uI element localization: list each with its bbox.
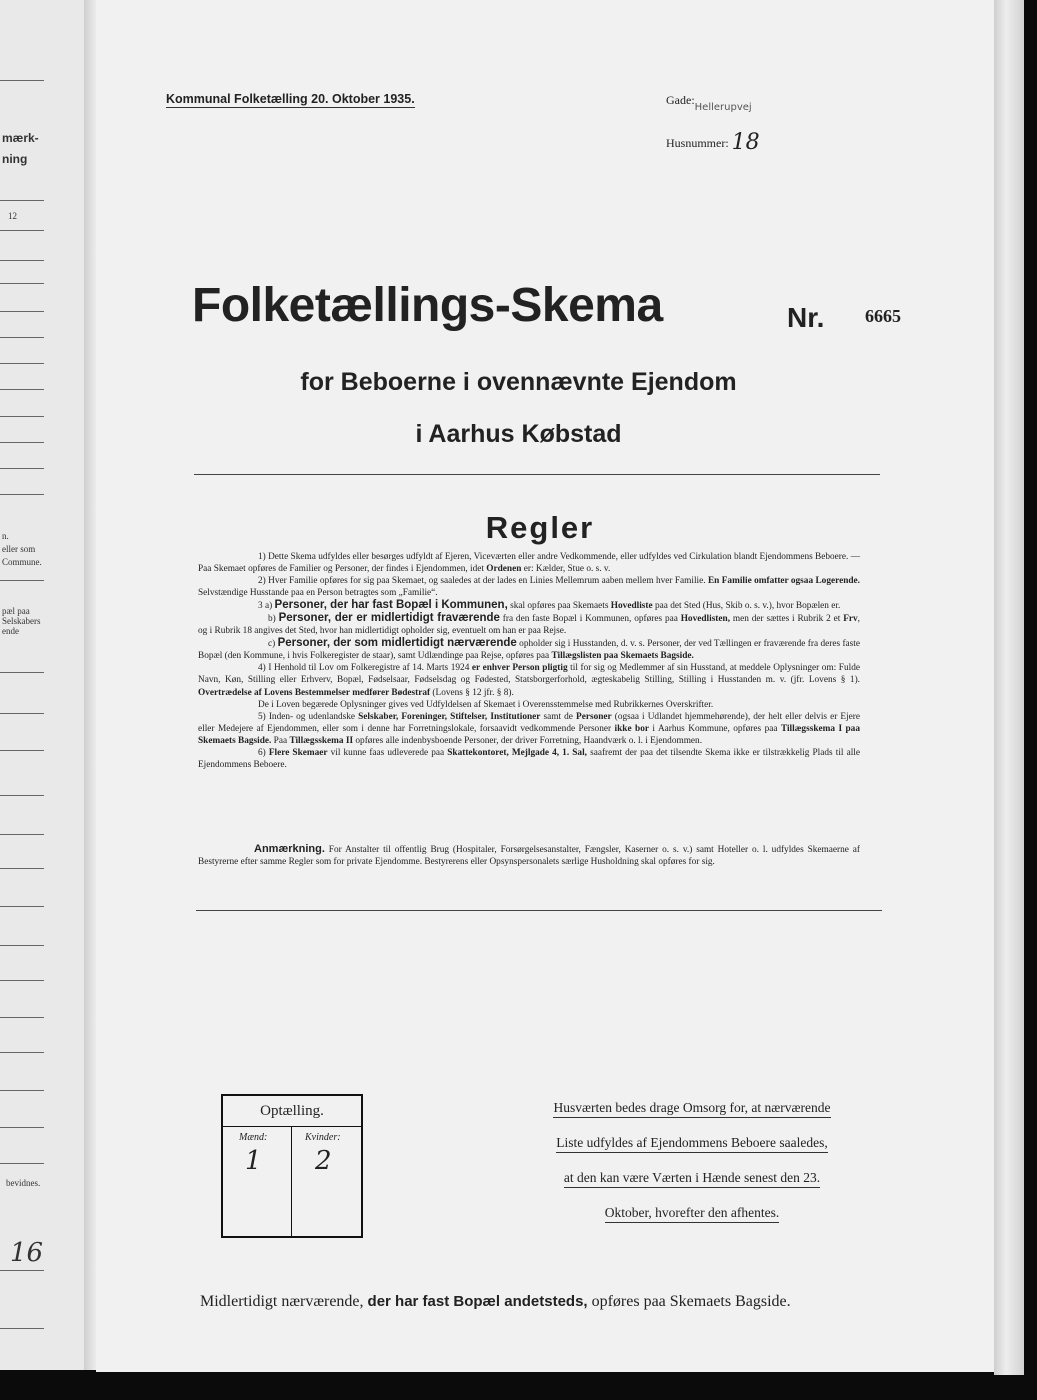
rule-4: 4) I Henhold til Lov om Folkeregistre af 14. Marts 1924 er enhver Person pligtig til for sig og Medlemmer af sin Husstand, at meddele Oplysninger om: Fulde Navn, Køn, Stilling eller Erhverv, Bopæl, Fødselsaar, Fødselsdag og Fødested, Statsborgerforhold, ægteskabelig Stilling, Stilling i Husstanden m. v. (jfr. Lovens § 1). Overtrædelse af Lovens Bestemmelser medfører Bødestraf (Lovens § 12 jfr. § 8). xyxy=(198,663,860,698)
margin-rule xyxy=(0,494,44,495)
margin-fragment: mærk- xyxy=(2,131,39,145)
rule-6: 6) Flere Skemaer vil kunne faas udleverede paa Skattekontoret, Mejlgade 4, 1. Sal, saafremt der paa det tilsendte Skema ikke er tilstrækkelig Plads til alle Ejendommens Beboere. xyxy=(198,747,860,770)
margin-rule xyxy=(0,713,44,714)
margin-rule xyxy=(0,416,44,417)
notice-line-1: Husværten bedes drage Omsorg for, at nærværende xyxy=(522,1100,862,1116)
house-number-label: Husnummer: xyxy=(666,136,729,150)
rules-heading: Regler xyxy=(485,510,595,545)
notice-line-4: Oktober, hvorefter den afhentes. xyxy=(522,1205,862,1221)
form-title: Folketællings-Skema xyxy=(192,279,663,332)
margin-rule xyxy=(0,311,44,312)
house-number-field xyxy=(666,128,760,153)
margin-fragment: bevidnes. xyxy=(6,1178,41,1188)
margin-fragment: ende xyxy=(2,626,19,636)
rule-1: 1) Dette Skema udfyldes eller besørges udfyldt af Ejeren, Viceværten eller andre Vedkommende, eller udfyldes ved Cirkulation blandt Ejendommens Beboere. — Paa Skemaet opføres de Familier og Personer, der findes i Ejendommen, idet Ordenen er: Kælder, Stue o. s. v. xyxy=(198,552,860,575)
margin-rule xyxy=(0,580,44,581)
count-box-title: Optælling. xyxy=(223,1096,361,1127)
margin-fragment: pæl paa xyxy=(2,606,30,616)
street-label: Gade: xyxy=(666,93,695,107)
count-box xyxy=(221,1094,363,1238)
margin-handwriting: 16 xyxy=(10,1238,44,1268)
rule-3c: c) Personer, der som midlertidigt nærværende opholder sig i Husstanden, d. v. s. Personer, der ved Tællingen er fraværende fra deres faste Bopæl (den Kommune, i hvis Folkeregister de staar), samt Udlændinge paa Rejse, opføres paa Tillægslisten paa Skemaets Bagside. xyxy=(198,637,861,662)
facing-page-fragment xyxy=(0,0,92,1370)
margin-fragment: n. xyxy=(2,531,9,541)
notice-line-2: Liste udfyldes af Ejendommens Beboere saaledes, xyxy=(522,1135,862,1151)
margin-rule xyxy=(0,1163,44,1164)
margin-rule xyxy=(0,1052,44,1053)
margin-fragment: Selskabers xyxy=(2,616,41,626)
street-field xyxy=(666,93,752,113)
women-label: Kvinder: xyxy=(305,1132,341,1143)
remark-text: Anmærkning. For Anstalter til offentlig Brug (Hospitaler, Forsørgelsesanstalter, Fængsler, Kaserner o. s. v.) samt Hoteller o. l. udfyldes Skemaerne af Bestyrerne efter samme Regler som for private Ejendomme. Bestyrerens eller Opsynspersonalets særlige Husholdning skal opføres for sig. xyxy=(198,843,860,867)
margin-rule xyxy=(0,363,44,364)
margin-rule xyxy=(0,980,44,981)
margin-rule xyxy=(0,945,44,946)
rules-text xyxy=(198,551,860,771)
footer-note: Midlertidigt nærværende, der har fast Bopæl andetsteds, opføres paa Skemaets Bagside. xyxy=(200,1293,791,1310)
page-edge xyxy=(994,0,1024,1375)
margin-rule xyxy=(0,230,44,231)
margin-rule xyxy=(0,1017,44,1018)
count-box-divider xyxy=(291,1127,292,1236)
margin-rule xyxy=(0,795,44,796)
remark-label: Anmærkning. xyxy=(254,843,325,855)
men-label: Mænd: xyxy=(239,1132,268,1143)
margin-rule xyxy=(0,1270,44,1271)
margin-rule xyxy=(0,750,44,751)
rule-5: 5) Inden- og udenlandske Selskaber, Foreninger, Stiftelser, Institutioner samt de Personer (ogsaa i Udlandet hjemmehørende), der helt eller delvis er Ejere eller Medejere af Ejendommen, eller som i denne har Forretningslokale, forsaavidt vedkommende Personer ikke bor i Aarhus Kommune, opføres paa Tillægsskema I paa Skemaets Bagside. Paa Tillægsskema II opføres alle indenbysboende Personer, der driver Forretning, Haandværk o. l. i Ejendommen. xyxy=(198,711,861,746)
margin-rule xyxy=(0,1127,44,1128)
margin-rule xyxy=(0,1328,44,1329)
margin-rule xyxy=(0,834,44,835)
form-number-value: 6665 xyxy=(865,306,901,326)
form-subtitle: for Beboerne i ovennævnte Ejendom xyxy=(300,368,737,396)
form-number-label: Nr. xyxy=(787,302,825,333)
men-count: 1 xyxy=(245,1146,262,1176)
margin-rule xyxy=(0,468,44,469)
divider xyxy=(194,474,880,475)
rule-4b: De i Loven begærede Oplysninger gives ved Udfyldelsen af Skemaet i Overensstemmelse med Rubrikkernes Overskrifter. xyxy=(258,699,714,710)
women-count: 2 xyxy=(315,1146,332,1176)
divider xyxy=(196,910,882,911)
margin-rule xyxy=(0,80,44,81)
margin-rule xyxy=(0,906,44,907)
street-value: Hellerupvej xyxy=(694,102,752,113)
margin-rule xyxy=(0,283,44,284)
margin-rule xyxy=(0,337,44,338)
margin-fragment: eller som xyxy=(2,544,36,554)
notice-line-3: at den kan være Værten i Hænde senest den 23. xyxy=(522,1170,862,1186)
rule-3a: 3 a) Personer, der har fast Bopæl i Kommunen, skal opføres paa Skemaets Hovedliste paa det Sted (Hus, Skib o. s. v.), hvor Bopælen er. xyxy=(258,599,841,612)
margin-fragment: Commune. xyxy=(2,557,42,567)
rule-3b: b) Personer, der er midlertidigt fraværende fra den faste Bopæl i Kommunen, opføres paa Hovedlisten, men der sættes i Rubrik 2 et Frv, og i Rubrik 18 angives det Sted, hvor han midlertidigt opholder sig, eventuelt om han er paa Rejse. xyxy=(198,612,860,637)
census-header: Kommunal Folketælling 20. Oktober 1935. xyxy=(166,92,415,106)
margin-fragment: ning xyxy=(2,152,28,166)
margin-rule xyxy=(0,200,44,201)
form-subtitle-city: i Aarhus Købstad xyxy=(415,420,622,448)
house-number-value: 18 xyxy=(731,130,760,155)
margin-rule xyxy=(0,260,44,261)
margin-rule xyxy=(0,672,44,673)
rule-2: 2) Hver Familie opføres for sig paa Skemaet, og saaledes at der lades en Linies Mellemrum aaben mellem hver Familie. En Familie omfatter ogsaa Logerende. Selvstændige Husstande paa en Person betragtes som „Familie“. xyxy=(198,576,860,599)
margin-rule xyxy=(0,868,44,869)
margin-fragment: 12 xyxy=(8,211,17,221)
margin-rule xyxy=(0,1090,44,1091)
